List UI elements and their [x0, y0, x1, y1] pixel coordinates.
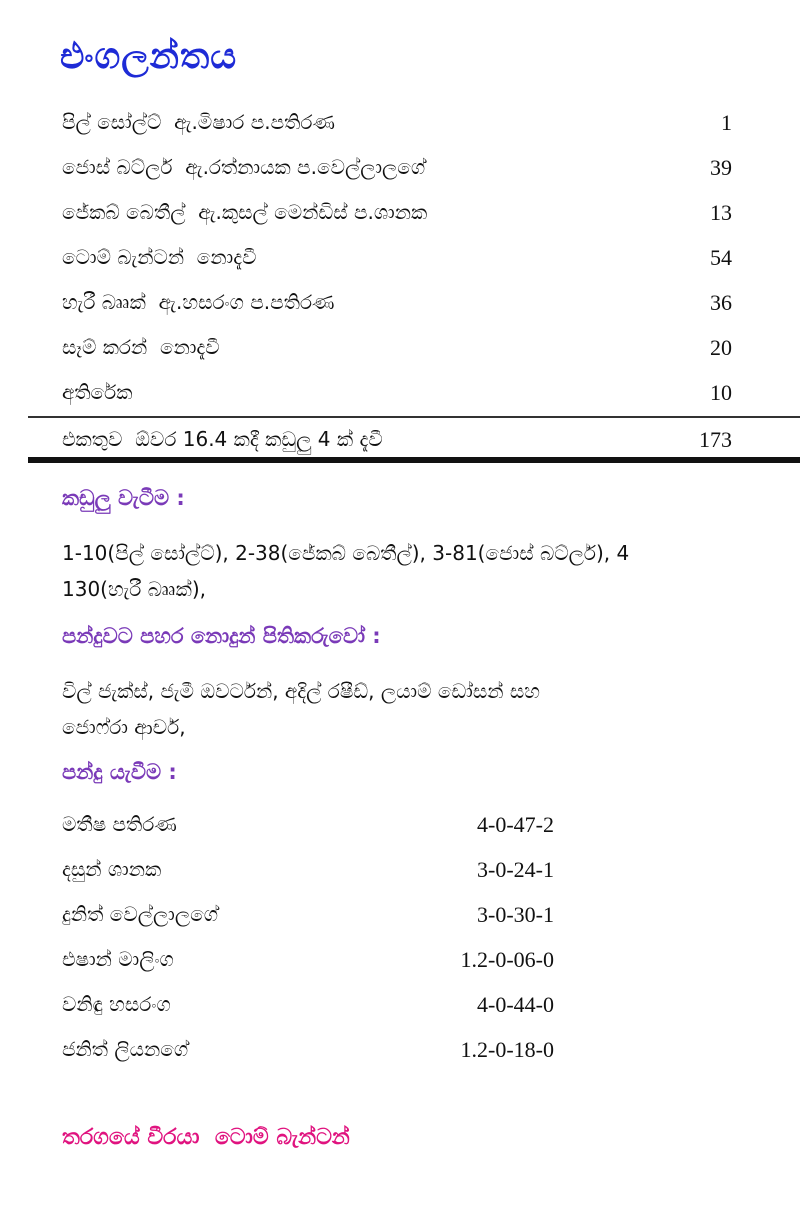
bowling-row — [62, 1027, 554, 1072]
page-title: එංගලන්තය — [60, 36, 238, 77]
bowler-name: ජනිත් ලියනගේ — [62, 1037, 189, 1061]
total-label: එකතුව ඕවර 16.4 කදී කඩුලු 4 ක් දැවී — [62, 427, 383, 451]
batting-row — [62, 325, 732, 370]
fall-of-wickets-line: 130(හැරී බෲක්), — [62, 577, 207, 601]
batting-row — [62, 145, 732, 190]
batting-row — [62, 100, 732, 145]
did-not-bat-heading: පන්දුවට පහර නොදුන් පිතිකරුවෝ : — [62, 624, 381, 648]
batter-runs: 13 — [710, 200, 732, 225]
batting-row — [62, 370, 732, 415]
fall-of-wickets-heading: කඩුලු වැටීම : — [62, 486, 185, 510]
batter-runs: 1 — [721, 110, 732, 135]
bowler-name: දසුන් ශානක — [62, 857, 162, 881]
bowler-name: මතීෂ පතිරණ — [62, 812, 177, 836]
did-not-bat-text — [62, 673, 762, 745]
divider-thick — [28, 457, 800, 463]
bowling-row — [62, 982, 554, 1027]
batter-runs: 36 — [710, 290, 732, 315]
extras-runs: 10 — [710, 380, 732, 405]
batter-runs: 39 — [710, 155, 732, 180]
batter-name: ජොස් බට්ලර් ඇ.රත්නායක ප.වෙල්ලාලගේ — [62, 155, 426, 179]
batting-row — [62, 235, 732, 280]
total-runs: 173 — [699, 427, 732, 452]
bowler-figures: 1.2-0-06-0 — [460, 947, 554, 972]
player-of-match: තරගයේ වීරයා ටොම් බැන්ටන් — [62, 1125, 350, 1150]
extras-label: අතිරේක — [62, 380, 133, 404]
bowling-row — [62, 937, 554, 982]
bowler-name: වනිඳු හසරංග — [62, 992, 171, 1016]
batter-name: හැරී බෲක් ඇ.හසරංග ප.පතිරණ — [62, 290, 335, 314]
batting-row — [62, 190, 732, 235]
fall-of-wickets-line: 1-10(පිල් සෝල්ට්), 2-38(ජේකබ් බෙතීල්), 3-81(ජොස් බට්ලර්), 4 — [62, 541, 630, 565]
bowler-figures: 3-0-24-1 — [477, 857, 554, 882]
bowler-figures: 4-0-44-0 — [477, 992, 554, 1017]
batting-row — [62, 280, 732, 325]
bowling-row — [62, 892, 554, 937]
total-row — [62, 417, 732, 462]
bowler-name: දුනිත් වෙල්ලාලගේ — [62, 902, 218, 926]
bowler-figures: 4-0-47-2 — [477, 812, 554, 837]
did-not-bat-line: ජොෆ්රා ආචර්, — [62, 715, 186, 739]
bowling-row — [62, 802, 554, 847]
fall-of-wickets-text — [62, 535, 762, 607]
batter-runs: 54 — [710, 245, 732, 270]
bowler-figures: 3-0-30-1 — [477, 902, 554, 927]
batter-name: සෑම් කරන් නොදැවී — [62, 335, 220, 359]
did-not-bat-line: විල් ජැක්ස්, ජැමී ඔවර්ටන්, අදිල් රෂීඩ්, ලයාම් ඩෝසන් සහ — [62, 679, 540, 703]
bowling-heading: පන්දු යැවීම : — [62, 760, 177, 784]
batter-name: ටොම් බැන්ටන් නොදැවී — [62, 245, 257, 269]
bowling-row — [62, 847, 554, 892]
bowler-name: එෂාන් මාලිංග — [62, 947, 174, 971]
batter-name: ජේකබ් බෙතීල් ඇ.කුසල් මෙන්ඩිස් ප.ශානක — [62, 200, 428, 224]
batter-runs: 20 — [710, 335, 732, 360]
bowler-figures: 1.2-0-18-0 — [460, 1037, 554, 1062]
batter-name: පිල් සෝල්ට් ඇ.මිෂාර ප.පතිරණ — [62, 110, 335, 134]
